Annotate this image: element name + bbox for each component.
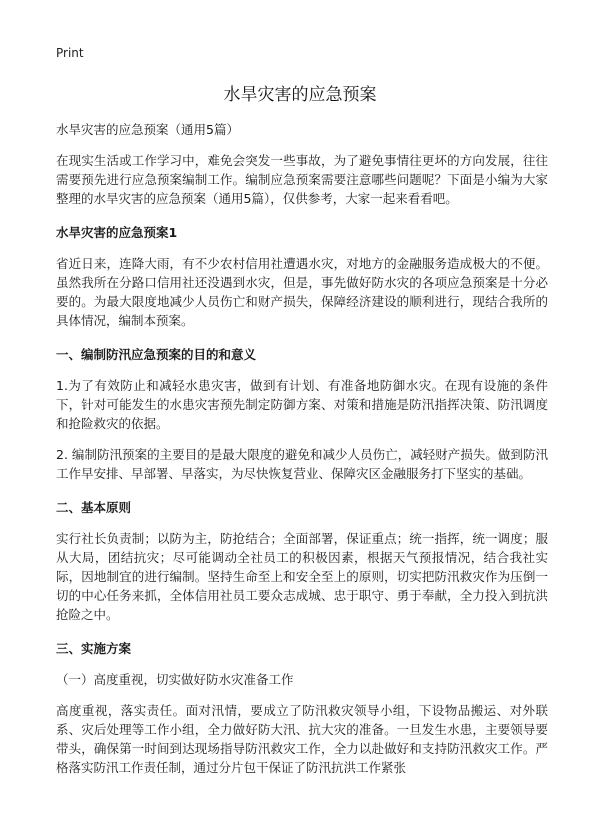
section-1-heading: 水旱灾害的应急预案1 [56, 225, 178, 240]
principles-paragraph: 实行社长负责制；以防为主，防抢结合；全面部署，保证重点；统一指挥，统一调度；服从大局，团结抗灾；尽可能调动全社员工的积极因素，根据天气预报情况，结合我社实际，因地制宜的进行编制。坚持生命至上和安全至上的原则，切实把防汛救灾作为压倒一切的中心任务来抓，全体信用社员工要众志成城、忠于职守、勇于奉献，全力投入到抗洪抢险之中。 [56, 531, 548, 622]
section-1-paragraph: 省近日来，连降大雨，有不少农村信用社遭遇水灾，对地方的金融服务造成极大的不便。虽然我所在分路口信用社还没遇到水灾，但是，事先做好防水灾的各项应急预案是十分必要的。为最大限度地减少人员伤亡和财产损失，保障经济建设的顺利进行，现结合我所的具体情况，编制本预案。 [56, 256, 548, 328]
plan-heading: 三、实施方案 [56, 641, 132, 656]
document-body [56, 120, 548, 777]
plan-subheading: （一）高度重视，切实做好防水灾准备工作 [56, 672, 294, 687]
purpose-heading: 一、编制防汛应急预案的目的和意义 [56, 347, 257, 362]
subtitle: 水旱灾害的应急预案（通用5篇） [56, 122, 239, 137]
principles-heading: 二、基本原则 [56, 500, 132, 515]
print-link[interactable]: Print [56, 46, 84, 60]
purpose-paragraph-2: 2. 编制防汛预案的主要目的是最大限度的避免和减少人员伤亡，减轻财产损失。做到防汛工作早安排、早部署、早落实，为尽快恢复营业、保障灾区金融服务打下坚实的基础。 [56, 447, 548, 481]
plan-paragraph: 高度重视，落实责任。面对汛情，要成立了防汛救灾领导小组，下设物品搬运、对外联系、灾后处理等工作小组，全力做好防大汛、抗大灾的准备。一旦发生水患，主要领导要带头，确保第一时间到达现场指导防汛救灾工作，全力以赴做好和支持防汛救灾工作。严格落实防汛工作责任制，通过分片包干保证了防汛抗洪工作紧张 [56, 703, 548, 775]
document-title: 水旱灾害的应急预案 [223, 85, 377, 105]
intro-paragraph: 在现实生活或工作学习中，难免会突发一些事故，为了避免事情往更坏的方向发展，往往需要预先进行应急预案编制工作。编制应急预案需要注意哪些问题呢？下面是小编为大家整理的水旱灾害的应急预案（通用5篇），仅供参考，大家一起来看看吧。 [56, 153, 548, 206]
purpose-paragraph-1: 1.为了有效防止和减轻水患灾害，做到有计划、有准备地防御水灾。在现有设施的条件下，针对可能发生的水患灾害预先制定防御方案、对策和措施是防汛指挥决策、防汛调度和抢险救灾的依据。 [56, 378, 548, 431]
